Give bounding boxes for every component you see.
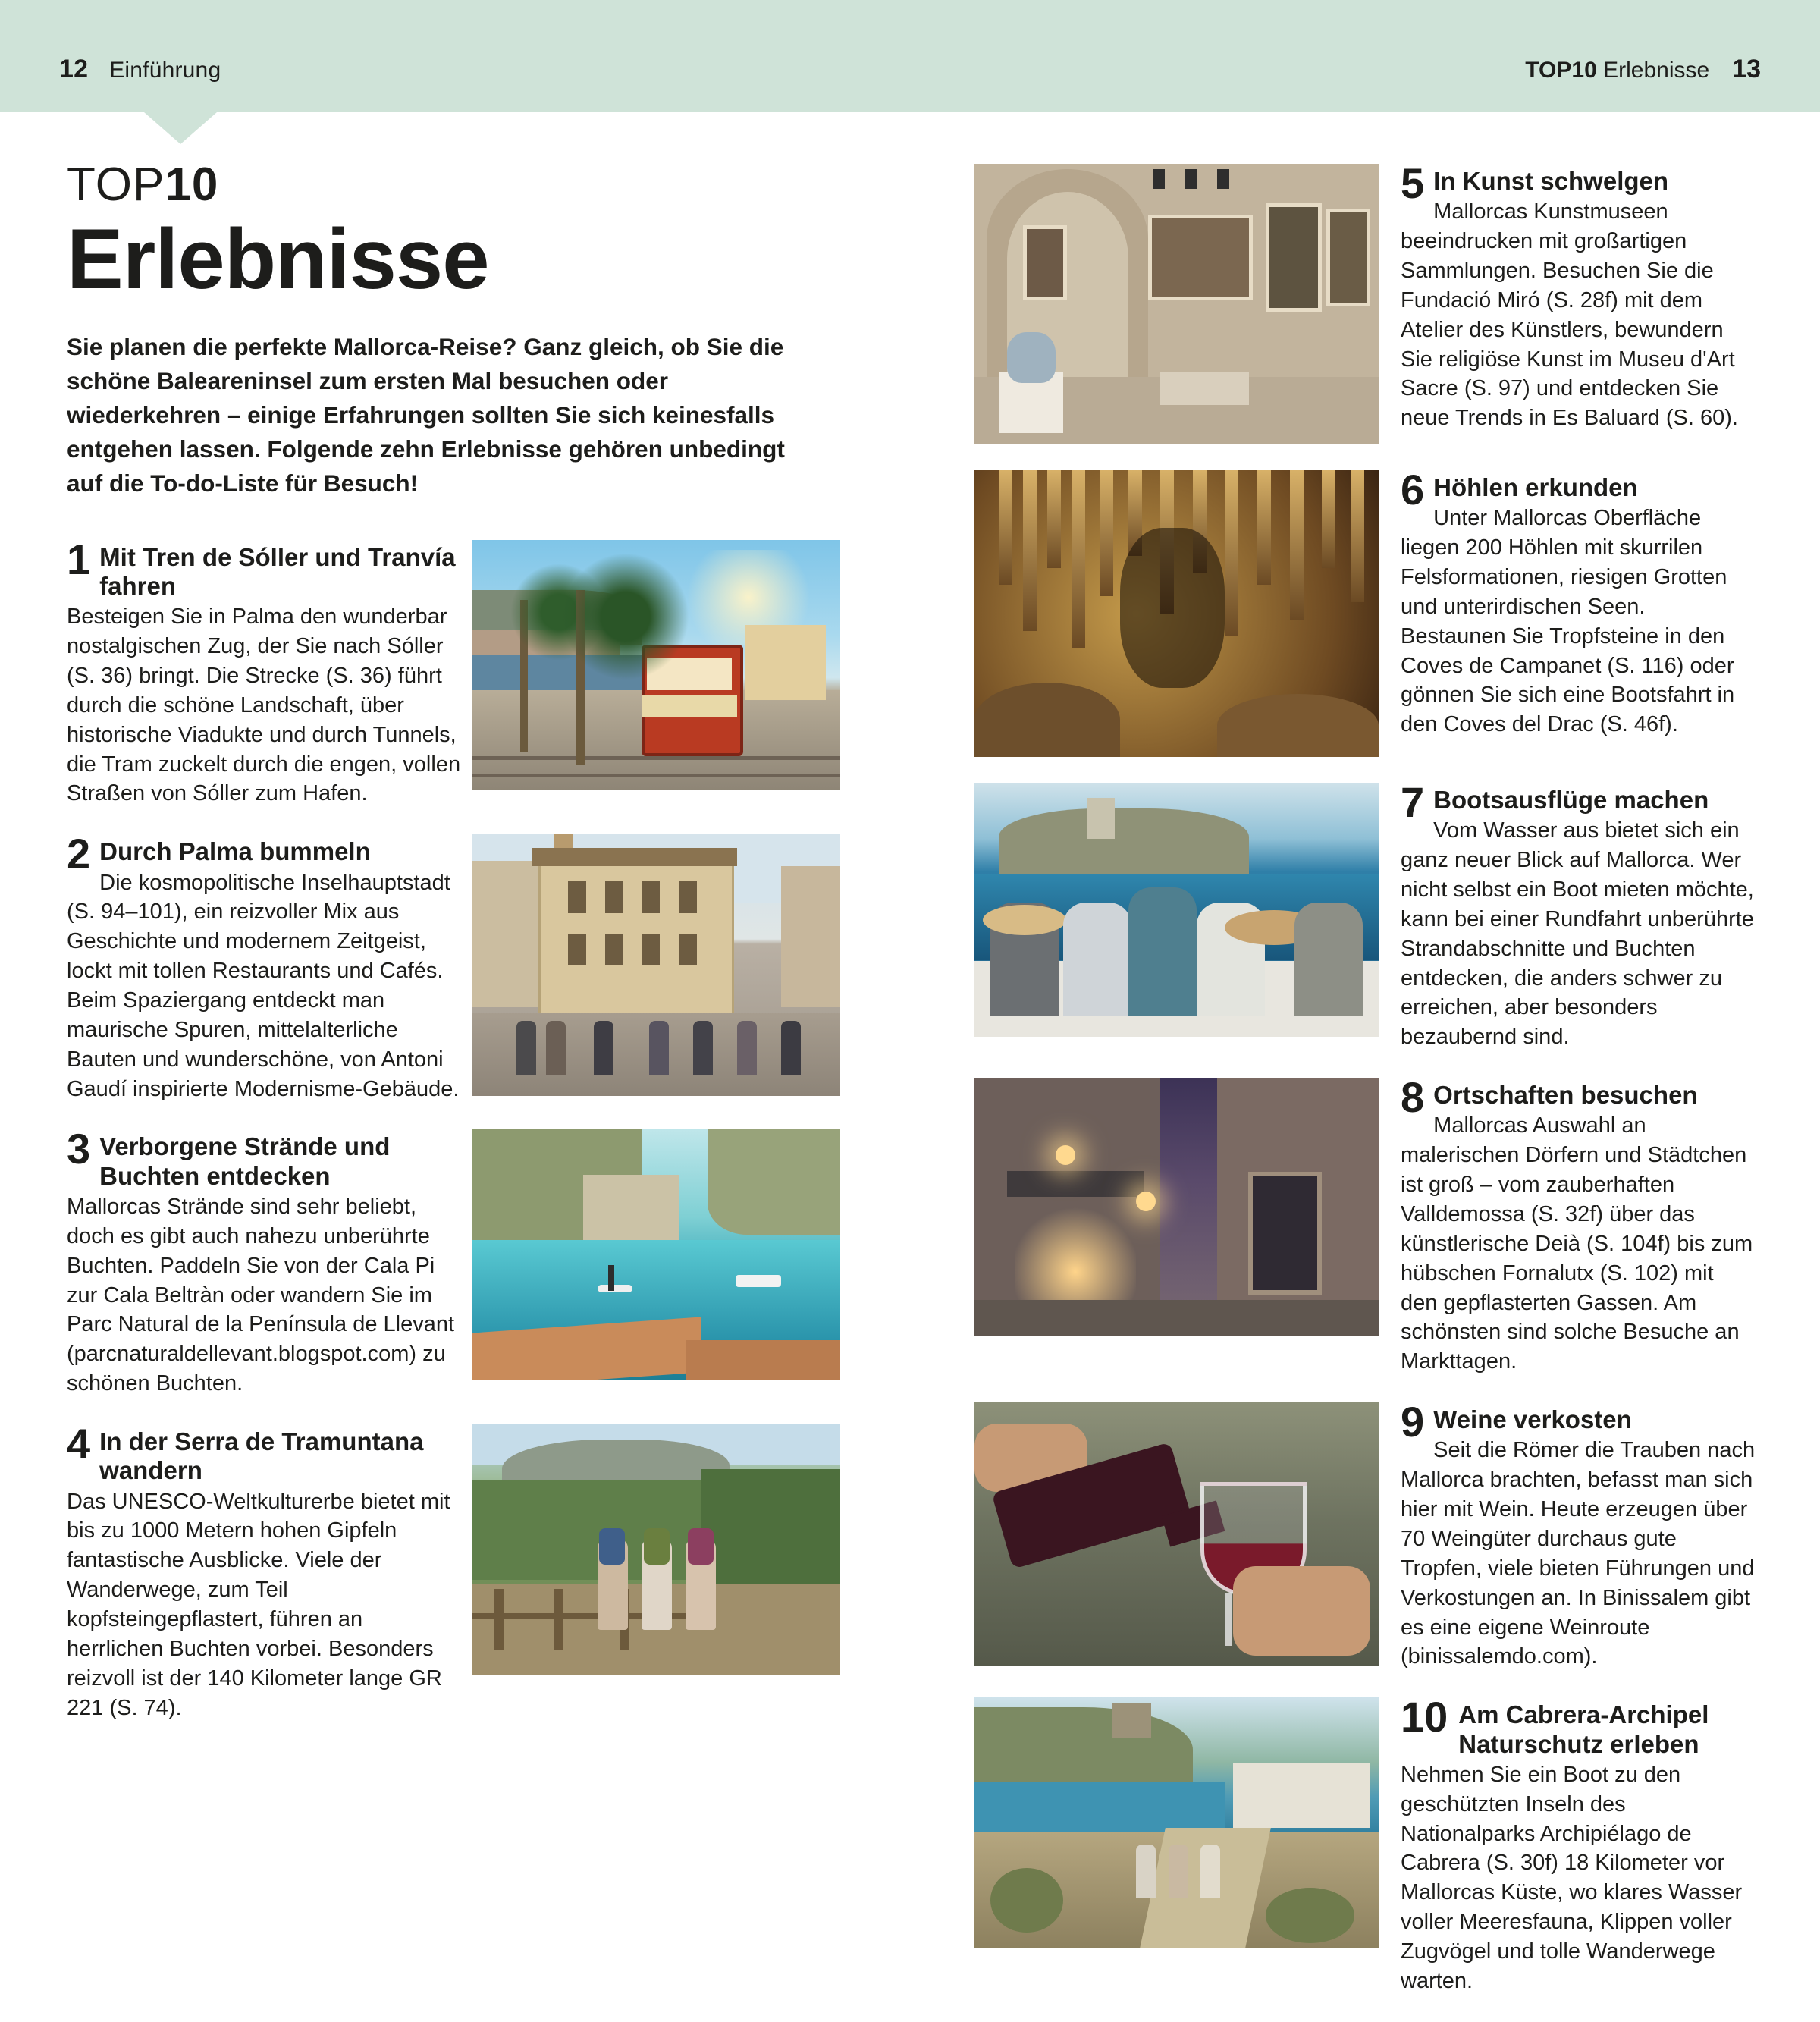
entry-number: 10 [1401, 1697, 1448, 1741]
list-item [974, 1697, 1756, 1995]
entry-body: Mallorcas Auswahl an malerischen Dörfern und Städtchen ist groß – vom zauberhaften Valldemossa (S. 32f) über das künstlerische Deià (S. 104f) bis zum hübschen Fornalutx (S. 102) mit den gepflasterten Gassen. Am schönsten sind solche Besuche an Markttagen. [1401, 1113, 1753, 1374]
list-item [67, 1129, 840, 1399]
entry-image-2 [472, 834, 840, 1096]
header-left [59, 55, 221, 84]
page-eyebrow [67, 158, 840, 212]
list-item [67, 1424, 840, 1722]
entry-headline: Ortschaften besuchen [1433, 1081, 1698, 1110]
left-page-column [67, 158, 840, 1748]
entry-image-5 [974, 164, 1379, 444]
entry-headline: Verborgene Strände und Buchten entdecken [99, 1132, 391, 1190]
entry-text-3 [67, 1129, 461, 1399]
entry-number: 6 [1401, 470, 1425, 513]
entry-text-4 [67, 1424, 461, 1722]
entry-image-8 [974, 1078, 1379, 1336]
entry-number: 8 [1401, 1078, 1425, 1122]
entry-text-2 [67, 834, 461, 1104]
list-item [67, 834, 840, 1104]
entry-number: 2 [67, 834, 91, 878]
entry-body: Besteigen Sie in Palma den wunderbar nostalgischen Zug, der Sie nach Sóller (S. 36) bringt. Die Strecke (S. 36) führt durch die schöne Landschaft, über historische Viadukte und durch Tunnels, die Tram zuckelt durch die engen, vollen Straßen von Sóller zum Hafen. [67, 604, 461, 806]
entry-headline: Höhlen erkunden [1433, 473, 1638, 501]
list-item [67, 540, 840, 809]
entry-number: 1 [67, 539, 91, 583]
list-item [974, 783, 1756, 1052]
entry-number: 9 [1401, 1402, 1425, 1446]
spread-body [0, 112, 1820, 1993]
list-item [974, 1402, 1756, 1672]
entry-text-1 [67, 540, 461, 809]
entry-headline: Weine verkosten [1433, 1405, 1632, 1434]
entry-number: 4 [67, 1424, 91, 1468]
entry-body: Mallorcas Strände sind sehr beliebt, doch es gibt auch nahezu unberührte Buchten. Paddeln Sie von der Cala Pi zur Cala Beltràn oder wandern Sie im Parc Natural de la Península de Llevant (parcnaturaldellevant.blogspot.com) zu schönen Buchten. [67, 1194, 455, 1396]
entry-headline: In der Serra de Tramuntana wandern [99, 1427, 424, 1485]
entry-body: Nehmen Sie ein Boot zu den geschützten Inseln des Nationalparks Archipiélago de Cabrera (S. 30f) 18 Kilometer vor Mallorcas Küste, wo klares Wasser voller Meeresfauna, Klippen voller Zugvögel und tolle Wanderwege warten. [1401, 1762, 1743, 1993]
entry-headline: Mit Tren de Sóller und Tranvía fahren [99, 542, 456, 601]
entry-headline: Durch Palma bummeln [99, 837, 371, 866]
page-title: Erlebnisse [67, 212, 489, 306]
entry-number: 3 [67, 1129, 91, 1173]
list-item [974, 470, 1756, 757]
right-page-column [974, 164, 1756, 2022]
eyebrow-top-text: TOP [67, 159, 165, 211]
photo-boat-trip [974, 783, 1379, 1037]
entry-image-7 [974, 783, 1379, 1037]
entry-body: Vom Wasser aus bietet sich ein ganz neuer Blick auf Mallorca. Wer nicht selbst ein Boot mieten möchte, kann bei einer Rundfahrt unberührte Strandabschnitte und Buchten entdecken, die anders schwer zu erreichen, aber besonders bezaubernd sind. [1401, 818, 1754, 1050]
eyebrow-number: 10 [165, 159, 219, 211]
entry-body: Mallorcas Kunstmuseen beeindrucken mit großartigen Sammlungen. Besuchen Sie die Fundació Miró (S. 28f) mit dem Atelier des Künstlers, bewundern Sie religiöse Kunst im Museu d'Art Sacre (S. 97) und entdecken Sie neue Trends in Es Baluard (S. 60). [1401, 199, 1738, 431]
left-page-number: 12 [59, 55, 89, 83]
entry-image-6 [974, 470, 1379, 757]
page-header-band [0, 0, 1820, 112]
photo-wine-pouring [974, 1402, 1379, 1666]
entry-image-10 [974, 1697, 1379, 1948]
entry-text-8 [1401, 1078, 1756, 1377]
header-right [1525, 55, 1761, 84]
entry-text-5 [1401, 164, 1756, 433]
photo-village-night [974, 1078, 1379, 1336]
list-item [974, 164, 1756, 444]
entry-text-10 [1401, 1697, 1756, 1995]
header-right-rest: Erlebnisse [1596, 58, 1710, 83]
entry-image-9 [974, 1402, 1379, 1666]
entry-number: 7 [1401, 783, 1425, 826]
entry-body: Die kosmopolitische Inselhauptstadt (S. 94–101), ein reizvoller Mix aus Geschichte und modernem Zeitgeist, lockt mit tollen Restaurants und Cafés. Beim Spaziergang entdeckt man maurische Spuren, mittelalterliche Bauten und wunderschöne, von Antoni Gaudí inspirierte Modernisme-Gebäude. [67, 870, 460, 1101]
entry-text-7 [1401, 783, 1756, 1052]
photo-art-museum [974, 164, 1379, 444]
entry-headline: Am Cabrera-Archipel Naturschutz erleben [1458, 1700, 1709, 1758]
entry-body: Das UNESCO-Weltkulturerbe bietet mit bis zu 1000 Metern hohen Gipfeln fantastische Ausblicke. Viele der Wanderwege, zum Teil kopfsteingepflastert, führen an herrlichen Buchten vorbei. Besonders reizvoll ist der 140 Kilometer lange GR 221 (S. 74). [67, 1489, 450, 1720]
entry-body: Unter Mallorcas Oberfläche liegen 200 Höhlen mit skurrilen Felsformationen, riesigen Grotten und unterirdischen Seen. Bestaunen Sie Tropfsteine in den Coves de Campanet (S. 116) oder gönnen Sie sich eine Bootsfahrt in den Coves del Drac (S. 46f). [1401, 506, 1735, 737]
list-item [974, 1078, 1756, 1377]
entry-image-3 [472, 1129, 840, 1380]
header-right-label [1525, 58, 1709, 83]
photo-tramuntana-hikers [472, 1424, 840, 1675]
photo-palma-plaza [472, 834, 840, 1096]
entry-text-6 [1401, 470, 1756, 739]
intro-paragraph: Sie planen die perfekte Mallorca-Reise? Ganz gleich, ob Sie die schöne Baleareninsel zum ersten Mal besuchen oder wiederkehren – einige Erfahrungen sollten Sie sich keinesfalls entgehen lassen. Folgende zehn Erlebnisse gehören unbedingt auf die To-do-Liste für Besuch! [67, 332, 785, 497]
right-page-number: 13 [1732, 55, 1761, 83]
entry-image-1 [472, 540, 840, 790]
entry-text-9 [1401, 1402, 1756, 1672]
photo-tren-de-soller-tram [472, 540, 840, 790]
photo-cabrera-archipelago [974, 1697, 1379, 1948]
entry-image-4 [472, 1424, 840, 1675]
entry-body: Seit die Römer die Trauben nach Mallorca brachten, befasst man sich hier mit Wein. Heute erzeugen über 70 Weingüter durchaus gute Tropfen, viele bieten Führungen und Verkostungen an. In Binissalem gibt es eine eigene Weinroute (binissalemdo.com). [1401, 1438, 1756, 1669]
left-section-label: Einführung [109, 58, 221, 83]
entry-headline: In Kunst schwelgen [1433, 167, 1669, 195]
entry-number: 5 [1401, 164, 1425, 207]
header-right-num: 10 [1571, 58, 1597, 83]
header-right-top: TOP [1525, 58, 1572, 83]
photo-cala-bay [472, 1129, 840, 1380]
entry-headline: Bootsausflüge machen [1433, 786, 1709, 814]
photo-cave-stalactites [974, 470, 1379, 757]
